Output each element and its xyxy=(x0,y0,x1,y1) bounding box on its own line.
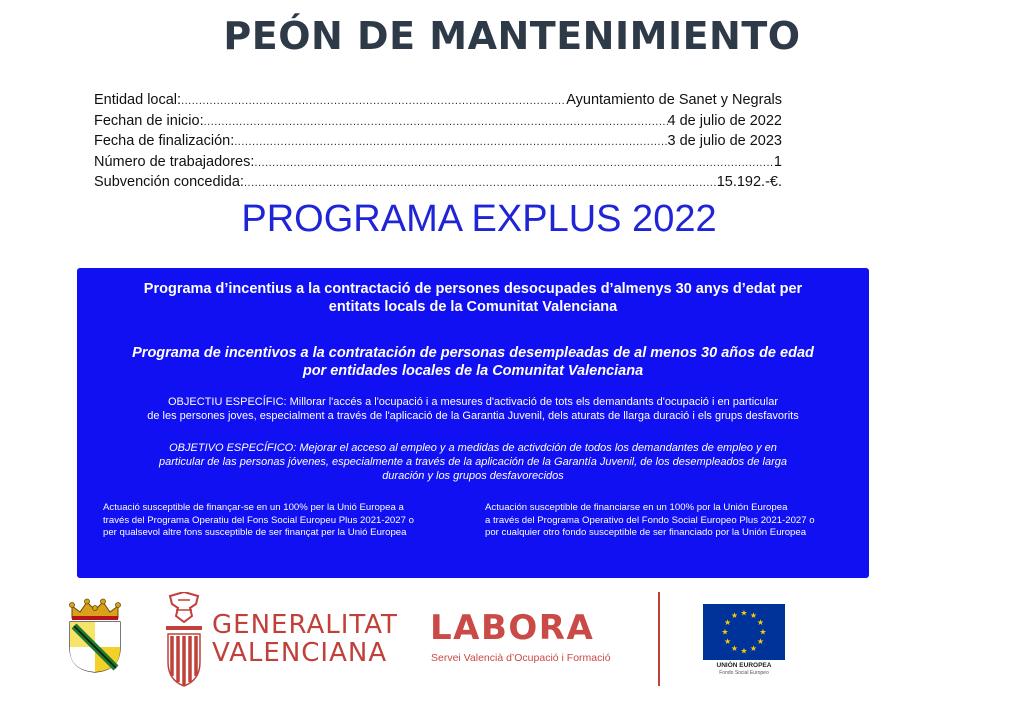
info-value: 3 de julio de 2023 xyxy=(667,133,782,150)
heading-valencian xyxy=(77,280,869,316)
crown-icon xyxy=(70,599,121,620)
dot-leader xyxy=(204,116,668,128)
star-icon: ★ xyxy=(749,643,758,653)
star-icon: ★ xyxy=(740,608,748,618)
heading-ca-line1: Programa d’incentius a la contractació de persones desocupades d’almenys 30 anys d’edat per xyxy=(143,281,803,297)
star-icon: ★ xyxy=(749,611,758,621)
labora-subtitle: Servei Valencià d’Ocupació i Formació xyxy=(431,652,611,664)
dot-leader xyxy=(234,136,667,148)
fund-es-line3: por cualquier otro fondo susceptible de ser financiado por la Unión Europea xyxy=(485,527,807,539)
objective-es-line1: OBJETIVO ESPECÍFICO: Mejorar el acceso al empleo y a medidas de activdción de todos los demandantes de empleo y en xyxy=(169,442,777,454)
funding-note-valencian xyxy=(103,502,473,540)
star-icon: ★ xyxy=(756,637,765,646)
gv-line1: GENERALITAT xyxy=(212,610,398,640)
info-label: Número de trabajadores: xyxy=(94,153,255,170)
info-label: Subvención concedida: xyxy=(94,174,244,191)
star-icon: ★ xyxy=(723,637,732,646)
eu-flag-icon xyxy=(703,604,785,660)
star-icon: ★ xyxy=(721,627,729,637)
star-icon: ★ xyxy=(730,611,739,621)
dot-leader xyxy=(254,157,774,169)
generalitat-emblem-logo xyxy=(162,592,206,688)
eu-label: UNIÓN EUROPEA xyxy=(716,662,772,669)
fund-es-line1: Actuación susceptible de financiarse en un 100% por la Unión Europea xyxy=(485,502,788,513)
info-row-finalizacion xyxy=(94,133,782,154)
objective-es-line2: particular de las personas jóvenes, especialmente a través de la aplicación de la Garantía Juvenil, de los desempleados de larga xyxy=(159,456,787,468)
heading-ca-line2: entitats locals de la Comunitat Valenciana xyxy=(328,299,618,315)
info-value: 4 de julio de 2022 xyxy=(667,112,782,129)
info-label: Fechan de inicio: xyxy=(94,112,204,129)
info-value: Ayuntamiento de Sanet y Negrals xyxy=(566,92,782,108)
info-label: Fecha de finalización: xyxy=(94,133,235,150)
labora-wordmark: LABORA xyxy=(430,608,595,648)
star-icon: ★ xyxy=(730,643,739,653)
gv-line2: VALENCIANA xyxy=(212,638,388,668)
heading-spanish xyxy=(77,344,869,380)
star-icon: ★ xyxy=(759,627,767,637)
info-row-subvencion xyxy=(94,174,782,195)
fund-ca-line3: per qualsevol altre fons susceptible de ser finançat per la Unió Europea xyxy=(103,527,407,539)
objective-ca-line1: OBJECTIU ESPECÍFIC: Millorar l'accés a l'ocupació i a mesures d'activació de tots els demandants d'ocupació i en particular xyxy=(168,396,778,408)
star-icon: ★ xyxy=(723,618,732,627)
info-value: 15.192.-€. xyxy=(716,174,782,191)
info-label: Entidad local: xyxy=(94,92,182,108)
page-title: PEÓN DE MANTENIMIENTO xyxy=(223,14,801,58)
program-title: PROGRAMA EXPLUS 2022 xyxy=(241,198,717,240)
star-icon: ★ xyxy=(740,646,748,656)
objective-es-line3: duración y los grupos desfavorecidos xyxy=(382,470,564,482)
fund-ca-line2: través del Programa Operatiu del Fons Social Europeu Plus 2021-2027 o xyxy=(103,514,414,526)
info-row-entidad xyxy=(94,92,782,113)
logo-divider xyxy=(658,592,660,686)
fund-es-line2: a través del Programa Operativo del Fondo Social Europeo Plus 2021-2027 o xyxy=(485,514,815,526)
dot-leader xyxy=(244,177,717,189)
municipal-coat-of-arms-logo xyxy=(64,598,126,674)
heading-es-line2: por entidades locales de la Comunitat Valenciana xyxy=(302,363,644,379)
generalitat-wordmark xyxy=(212,611,398,667)
heading-es-line1: Programa de incentivos a la contratación de personas desempleadas de al menos 30 años de edad xyxy=(132,345,814,361)
funding-note-spanish xyxy=(485,502,855,540)
fund-ca-line1: Actuació susceptible de finançar-se en un 100% per la Unió Europea a xyxy=(103,502,404,513)
objective-valencian xyxy=(77,395,869,423)
info-row-trabajadores xyxy=(94,154,782,175)
shield-icon xyxy=(70,622,120,672)
info-table xyxy=(94,92,782,195)
info-value: 1 xyxy=(773,153,782,170)
info-row-inicio xyxy=(94,113,782,134)
objective-spanish xyxy=(77,441,869,483)
eu-sublabel: Fondo Social Europeo xyxy=(719,670,769,676)
star-icon: ★ xyxy=(756,618,765,627)
objective-ca-line2: de les persones joves, especialment a través de l'aplicació de la Garantia Juvenil, dels aturats de llarga duració i els grups desfavorits xyxy=(147,410,799,422)
program-info-box xyxy=(77,268,869,578)
dot-leader xyxy=(181,95,566,107)
